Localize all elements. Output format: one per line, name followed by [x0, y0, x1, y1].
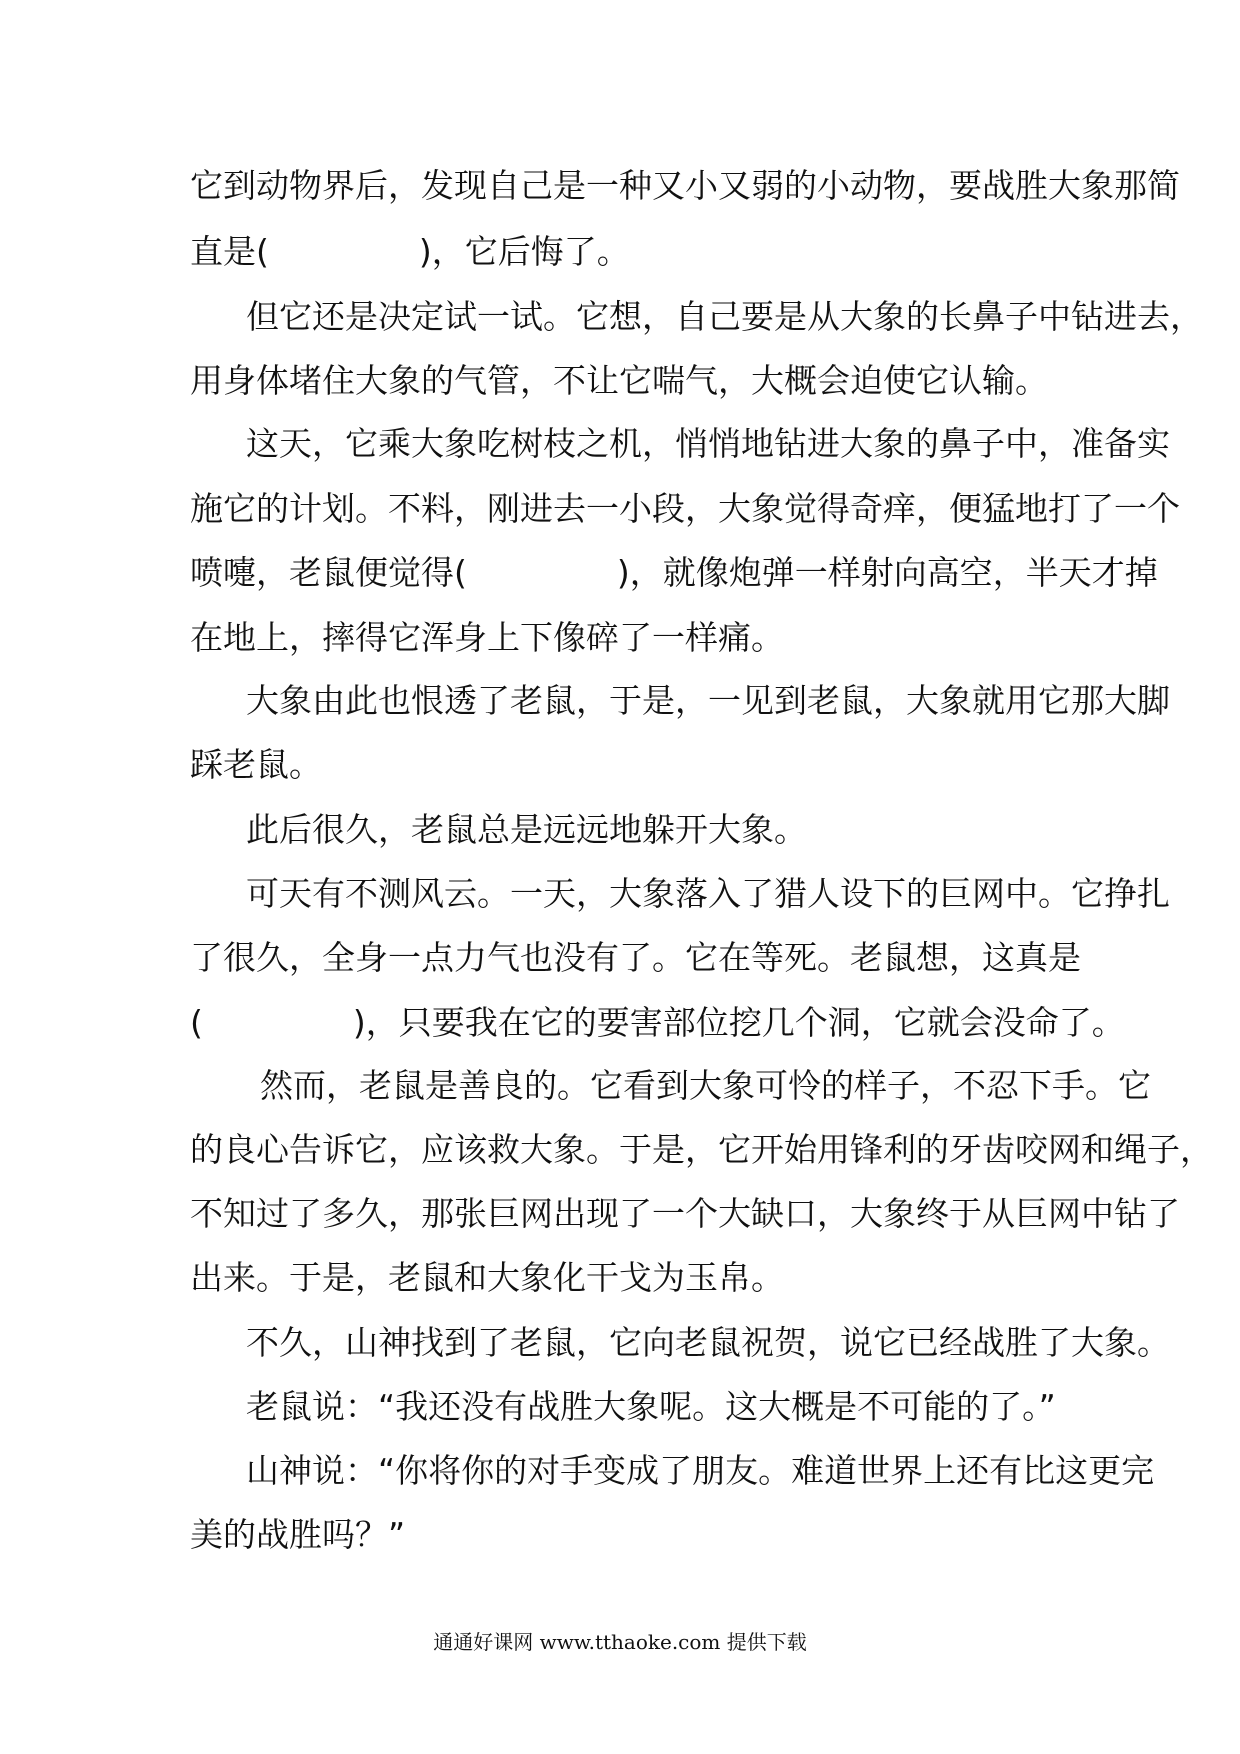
- text-line-2: [190, 228, 1060, 276]
- text-line-3: 但它还是决定试一试。它想，自己要是从大象的长鼻子中钻进去，: [246, 297, 1203, 336]
- text-line-14: [190, 999, 1125, 1047]
- text-line-22: 美的战胜吗？”: [190, 1515, 406, 1554]
- page-footer: 通通好课网 www.tthaoke.com 提供下载: [433, 1630, 807, 1654]
- text-line-7: [190, 549, 1158, 597]
- text-line-13: 了很久，全身一点力气也没有了。它在等死。老鼠想，这真是: [190, 938, 1081, 977]
- text-line-19: 不久，山神找到了老鼠，它向老鼠祝贺，说它已经战胜了大象。: [246, 1323, 1170, 1362]
- text-line-16: 的良心告诉它，应该救大象。于是，它开始用锋利的牙齿咬网和绳子，: [190, 1130, 1213, 1169]
- text-line-5: 这天，它乘大象吃树枝之机，悄悄地钻进大象的鼻子中，准备实: [246, 424, 1170, 463]
- text-line-11: 此后很久，老鼠总是远远地躲开大象。: [246, 810, 807, 849]
- fill-in-blank-1: [269, 228, 419, 276]
- text-line-20: 老鼠说：“我还没有战胜大象呢。这大概是不可能的了。”: [246, 1387, 1056, 1426]
- text-line-2-before-blank: 直是(: [190, 232, 269, 271]
- text-line-7-after-blank: )，就像炮弹一样射向高空，半天才掉: [616, 553, 1158, 592]
- text-line-18: 出来。于是，老鼠和大象化干戈为玉帛。: [190, 1258, 784, 1297]
- text-line-1: 它到动物界后，发现自己是一种又小又弱的小动物，要战胜大象那简: [190, 166, 1180, 205]
- fill-in-blank-2: [467, 549, 617, 597]
- text-line-7-before-blank: 喷嚏，老鼠便觉得(: [190, 553, 467, 592]
- text-line-21: 山神说：“你将你的对手变成了朋友。难道世界上还有比这更完: [246, 1451, 1155, 1490]
- fill-in-blank-3: [203, 999, 353, 1047]
- text-line-12: 可天有不测风云。一天，大象落入了猎人设下的巨网中。它挣扎: [246, 874, 1170, 913]
- text-line-14-before-blank: (: [190, 1003, 203, 1042]
- text-line-8: 在地上，摔得它浑身上下像碎了一样痛。: [190, 618, 784, 657]
- text-line-15: 然而，老鼠是善良的。它看到大象可怜的样子，不忍下手。它: [260, 1066, 1151, 1105]
- text-line-6: 施它的计划。不料，刚进去一小段，大象觉得奇痒，便猛地打了一个: [190, 489, 1180, 528]
- text-line-2-after-blank: )，它后悔了。: [418, 232, 630, 271]
- text-line-9: 大象由此也恨透了老鼠，于是，一见到老鼠，大象就用它那大脚: [246, 681, 1170, 720]
- text-line-4: 用身体堵住大象的气管，不让它喘气，大概会迫使它认输。: [190, 361, 1048, 400]
- text-line-10: 踩老鼠。: [190, 745, 322, 784]
- text-line-17: 不知过了多久，那张巨网出现了一个大缺口，大象终于从巨网中钻了: [190, 1194, 1180, 1233]
- text-line-14-after-blank: )，只要我在它的要害部位挖几个洞，它就会没命了。: [352, 1003, 1125, 1042]
